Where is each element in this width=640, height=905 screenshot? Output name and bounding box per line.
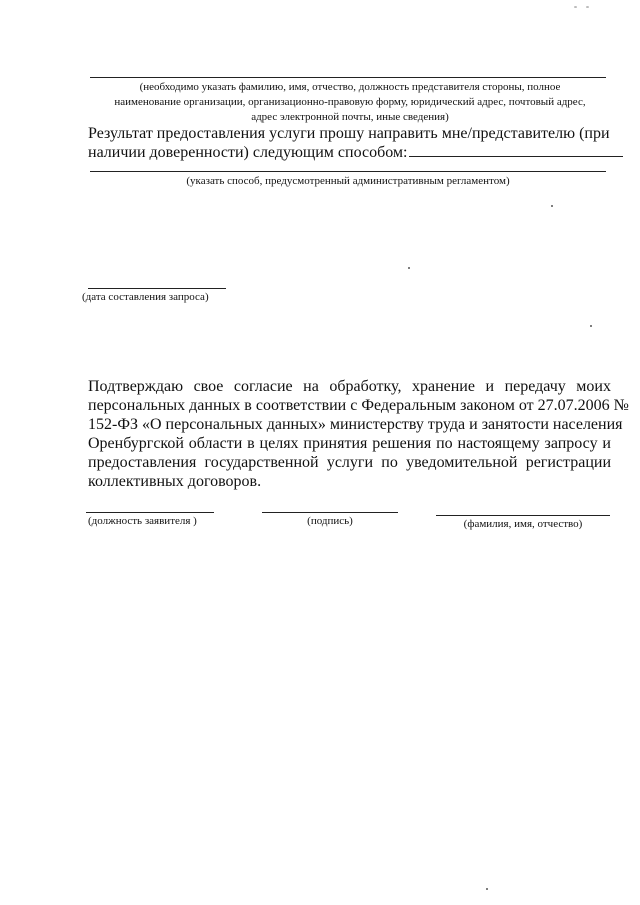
consent-paragraph — [88, 377, 629, 491]
representative-info-note-line-3: адрес электронной почты, иные сведения) — [251, 111, 449, 123]
result-request-line-2 — [88, 143, 608, 162]
signature-line — [262, 512, 398, 513]
representative-info-note-line-2: наименование организации, организационно-правовую форму, юридический адрес, почтовый адрес, — [114, 96, 586, 108]
full-name-label: (фамилия, имя, отчество) — [463, 518, 583, 530]
consent-line-6: коллективных договоров. — [88, 473, 262, 490]
full-name-line — [436, 515, 610, 516]
request-date-line — [88, 288, 226, 289]
delivery-method-line — [90, 171, 606, 172]
request-date-note: (дата составления запроса) — [82, 291, 209, 303]
scan-mark — [586, 6, 589, 8]
result-request-line-1: Результат предоставления услуги прошу направить мне/представителю (при — [88, 125, 610, 142]
consent-line-5: предоставления государственной услуги по уведомительной регистрации — [88, 454, 611, 471]
delivery-method-blank — [409, 144, 623, 157]
delivery-method-note: (указать способ, предусмотренный административным регламентом) — [186, 175, 510, 187]
scan-speck — [408, 267, 410, 269]
consent-line-4: Оренбургской области в целях принятия решения по настоящему запросу и — [88, 435, 611, 452]
scan-speck — [551, 205, 553, 207]
result-request-paragraph — [88, 124, 608, 162]
scan-mark — [574, 6, 577, 8]
scan-speck — [486, 888, 488, 890]
applicant-position-line — [86, 512, 214, 513]
scan-speck — [590, 325, 592, 327]
consent-line-1: Подтверждаю свое согласие на обработку, хранение и передачу моих — [88, 378, 611, 395]
representative-info-note-line-1: (необходимо указать фамилию, имя, отчество, должность представителя стороны, полное — [139, 81, 561, 93]
signature-label: (подпись) — [307, 515, 353, 527]
applicant-position-label: (должность заявителя ) — [88, 515, 197, 527]
result-request-line-2-text: наличии доверенности) следующим способом: — [88, 144, 408, 161]
consent-line-2: персональных данных в соответствии с Федеральным законом от 27.07.2006 № — [88, 397, 629, 414]
representative-info-line — [90, 77, 606, 78]
representative-info-note — [60, 80, 640, 125]
consent-line-3: 152-ФЗ «О персональных данных» министерству труда и занятости населения — [88, 416, 623, 433]
